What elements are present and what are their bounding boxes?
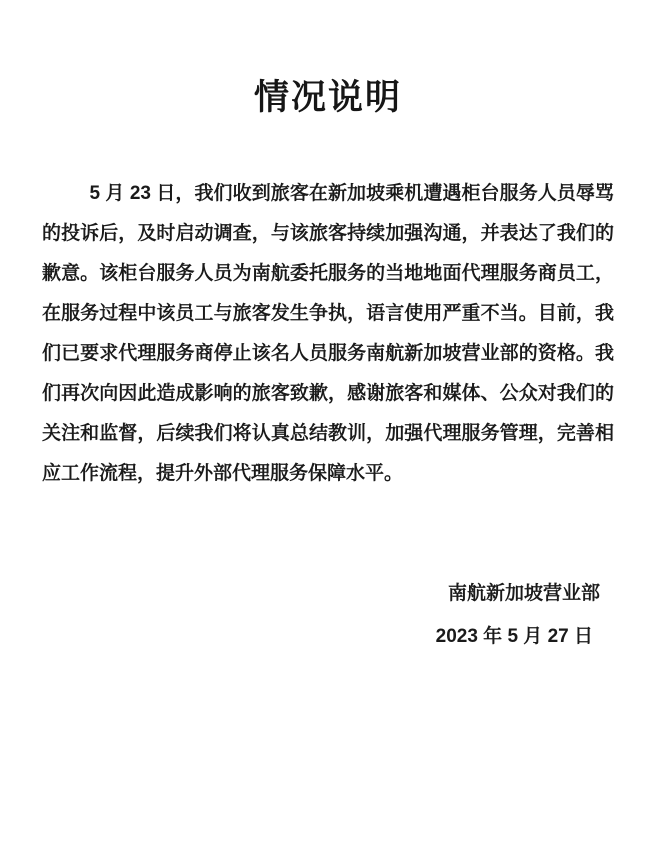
document-title: 情况说明 <box>253 78 402 117</box>
statement-line: 歉意。该柜台服务人员为南航委托服务的当地地面代理服务商员工， <box>42 263 614 284</box>
statement-line: 们再次向因此造成影响的旅客致歉，感谢旅客和媒体、公众对我们的 <box>42 383 614 404</box>
statement-body <box>42 174 614 494</box>
statement-line: 应工作流程，提升外部代理服务保障水平。 <box>42 463 404 484</box>
statement-line: 们已要求代理服务商停止该名人员服务南航新加坡营业部的资格。我 <box>42 343 614 364</box>
statement-line: 5 月 23 日，我们收到旅客在新加坡乘机遭遇柜台服务人员辱骂 <box>89 183 614 204</box>
statement-line: 关注和监督，后续我们将认真总结教训，加强代理服务管理，完善相 <box>42 423 614 444</box>
statement-line: 在服务过程中该员工与旅客发生争执，语言使用严重不当。目前，我 <box>42 303 614 324</box>
signature: 南航新加坡营业部 <box>447 583 600 604</box>
statement-line: 的投诉后，及时启动调查，与该旅客持续加强沟通，并表达了我们的 <box>42 223 614 244</box>
signature-date: 2023 年 5 月 27 日 <box>435 626 593 647</box>
